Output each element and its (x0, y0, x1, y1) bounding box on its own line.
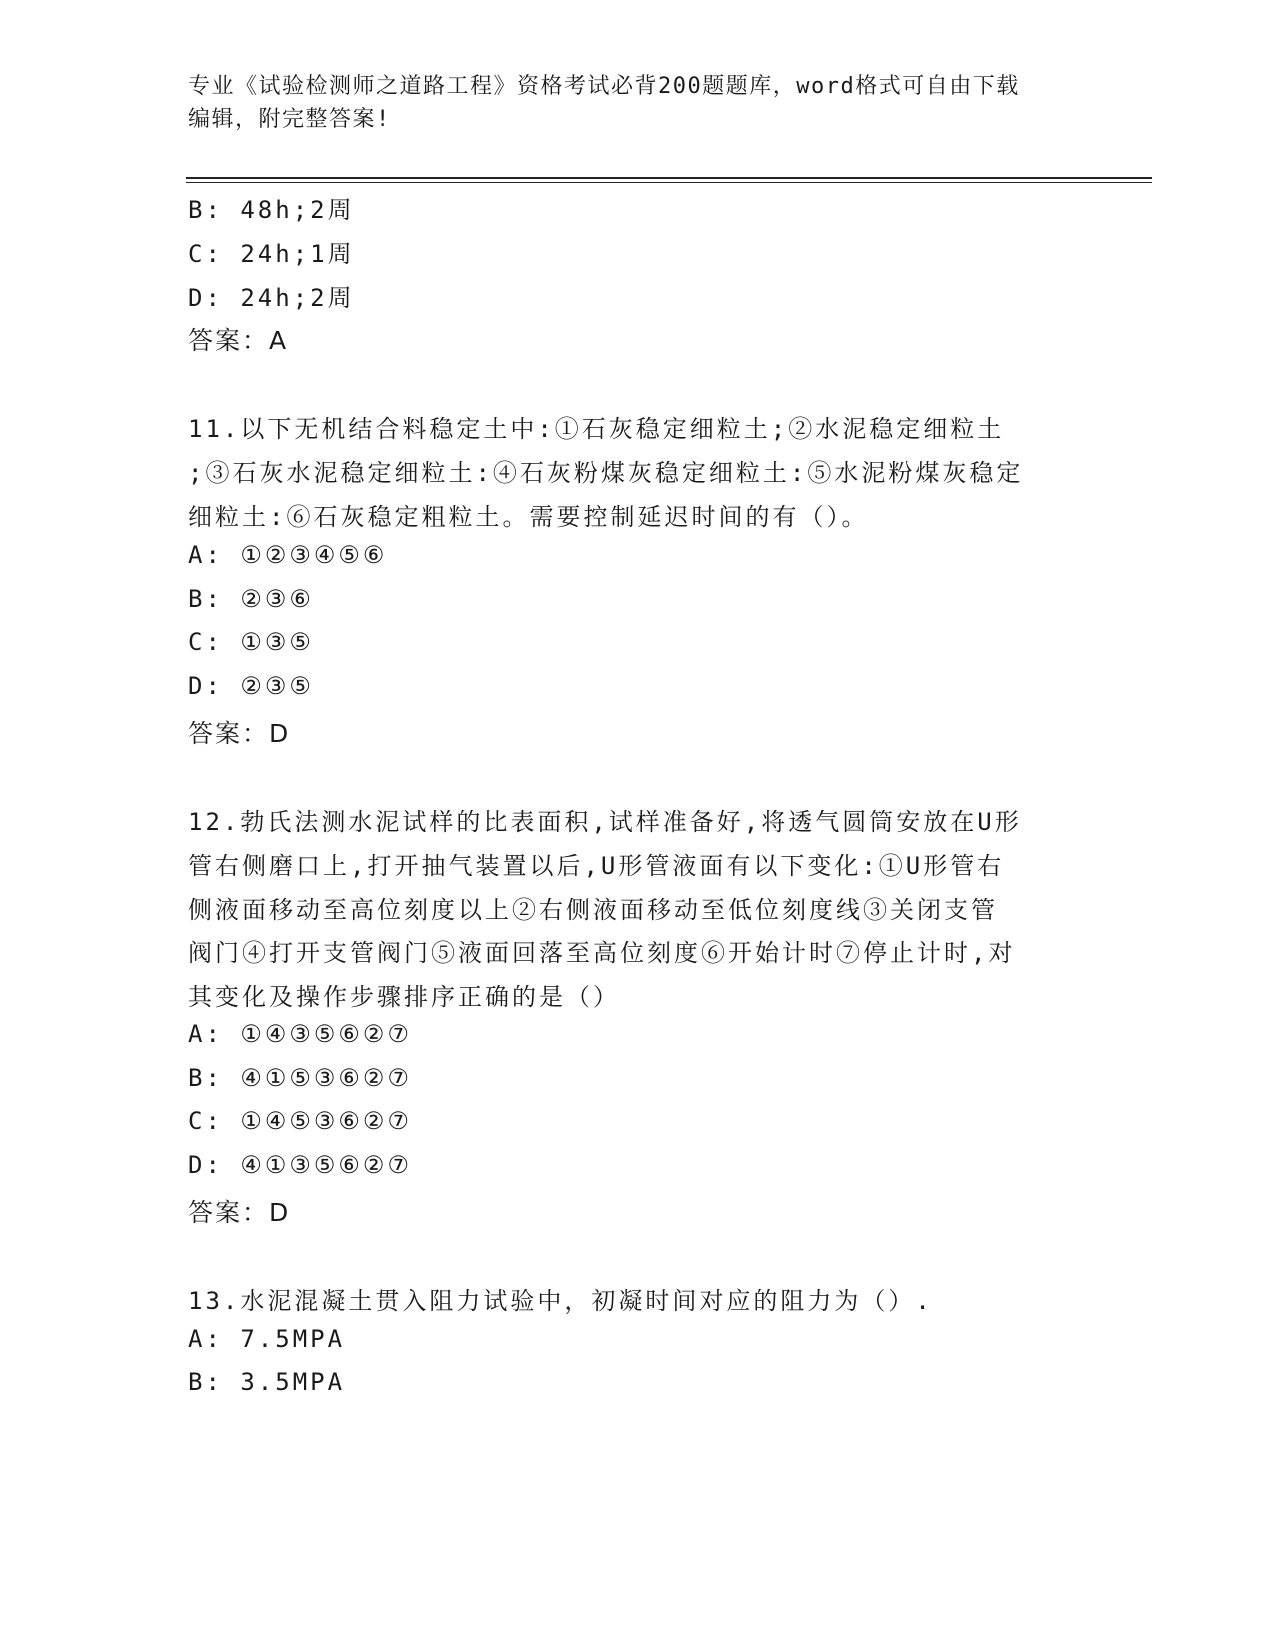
q12-stem-line-5: 其变化及操作步骤排序正确的是（） (188, 983, 620, 1011)
q12-stem-line-3: 侧液面移动至高位刻度以上②右侧液面移动至低位刻度线③关闭支管 (188, 896, 998, 924)
q10-answer: 答案：A (188, 326, 289, 355)
q11-answer: 答案：D (188, 719, 291, 748)
q10-option-d: D: 24h;2周 (188, 284, 355, 312)
q12-answer: 答案：D (188, 1198, 291, 1227)
page-header (188, 70, 1088, 136)
q12-option-a: A: ①④③⑤⑥②⑦ (188, 1020, 412, 1048)
q10-option-c: C: 24h;1周 (188, 240, 355, 268)
header-line-2: 编辑，附完整答案! (188, 107, 391, 132)
q12-stem-line-4: 阀门④打开支管阀门⑤液面回落至高位刻度⑥开始计时⑦停止计时,对 (188, 939, 1016, 967)
q12-stem-line-2: 管右侧磨口上,打开抽气装置以后,U形管液面有以下变化:①U形管右 (188, 852, 1005, 880)
q13-option-b: B: 3.5MPA (188, 1368, 346, 1396)
q11-stem-line-2: ;③石灰水泥稳定细粒土:④石灰粉煤灰稳定细粒土:⑤水泥粉煤灰稳定 (188, 459, 1024, 487)
q11-option-d: D: ②③⑤ (188, 672, 314, 700)
q11-option-b: B: ②③⑥ (188, 585, 314, 613)
q13-option-a: A: 7.5MPA (188, 1325, 346, 1353)
header-rule-thin (186, 182, 1152, 183)
q11-stem-line-3: 细粒土:⑥石灰稳定粗粒土。需要控制延迟时间的有（）。 (188, 503, 869, 531)
q11-option-c: C: ①③⑤ (188, 628, 314, 656)
q12-option-c: C: ①④⑤③⑥②⑦ (188, 1107, 412, 1135)
q13-stem-line-1: 13.水泥混凝土贯入阻力试验中，初凝时间对应的阻力为（）. (188, 1287, 933, 1315)
q11-option-a: A: ①②③④⑤⑥ (188, 541, 388, 569)
q12-stem-line-1: 12.勃氏法测水泥试样的比表面积,试样准备好,将透气圆筒安放在U形 (188, 808, 1022, 836)
header-rule-thick (186, 177, 1152, 179)
q10-option-b: B: 48h;2周 (188, 196, 355, 224)
q12-option-d: D: ④①③⑤⑥②⑦ (188, 1151, 412, 1179)
q12-option-b: B: ④①⑤③⑥②⑦ (188, 1064, 412, 1092)
header-line-1: 专业《试验检测师之道路工程》资格考试必背200题题库，word格式可自由下载 (188, 74, 1020, 99)
q11-stem-line-1: 11.以下无机结合料稳定土中:①石灰稳定细粒土;②水泥稳定细粒土 (188, 415, 1005, 443)
